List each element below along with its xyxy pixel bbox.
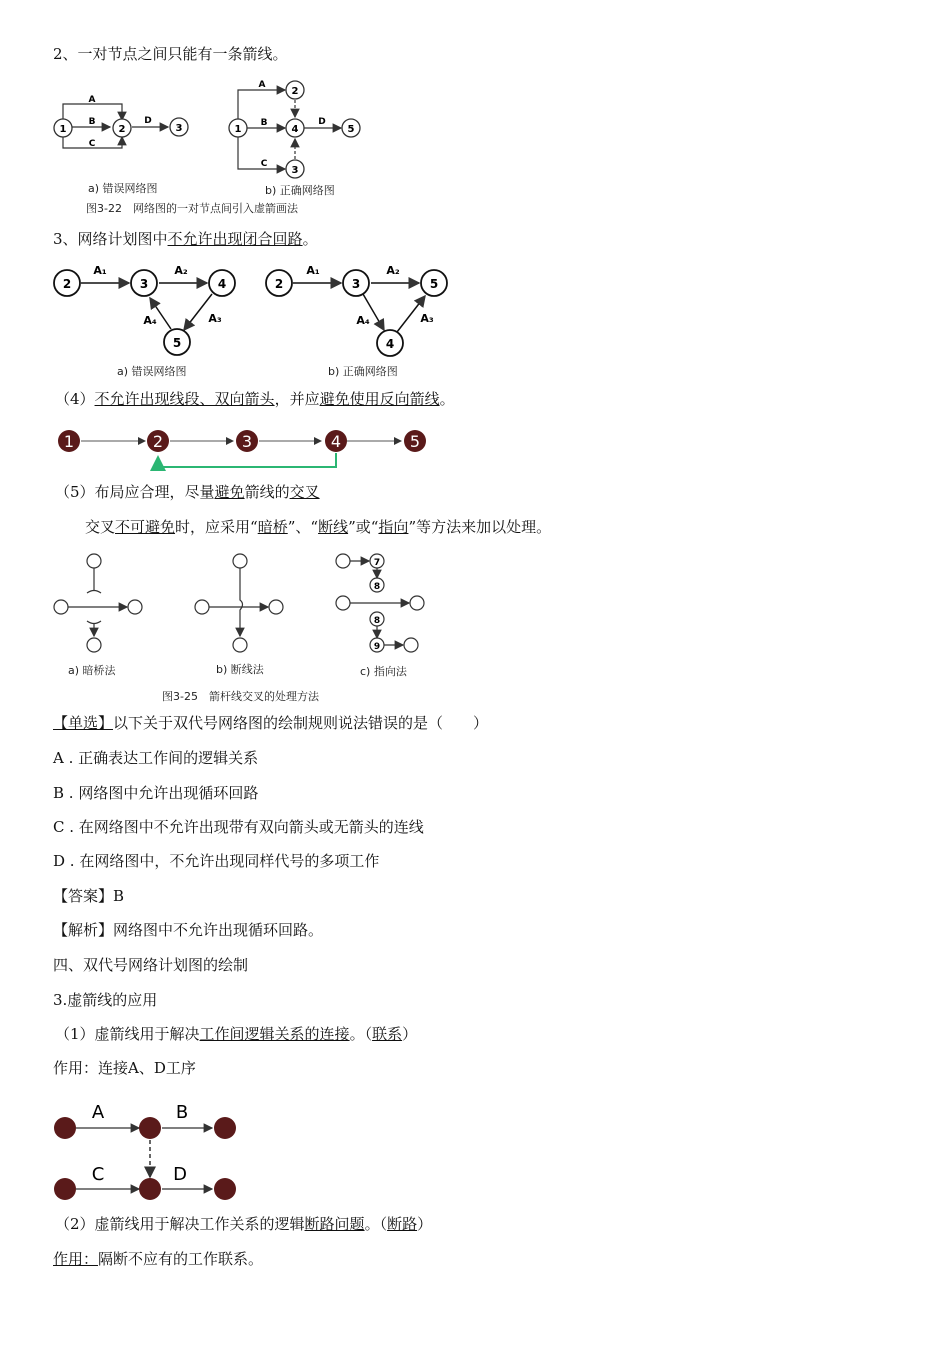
loop-caption-a: a) 错误网络图 bbox=[117, 365, 187, 378]
dummy-label-C: C bbox=[91, 1164, 105, 1185]
loop-a-node-3-label: 3 bbox=[139, 277, 149, 291]
fig322-caption: 图3-22 网络图的一对节点间引入虚箭画法 bbox=[86, 202, 298, 215]
chain-node-4-label: 4 bbox=[330, 432, 342, 451]
loop-b-label-A2: A₂ bbox=[386, 264, 400, 277]
fig325-caption: 图3-25 箭杆线交叉的处理方法 bbox=[162, 690, 319, 703]
option-a: A . 正确表达工作间的逻辑关系 bbox=[53, 749, 259, 767]
dummy-node-d-end bbox=[214, 1178, 236, 1200]
fig322-a-label-B: B bbox=[88, 117, 96, 127]
use-2: （2）虚箭线用于解决工作关系的逻辑断路问题。（断路） bbox=[55, 1215, 433, 1233]
question-stem: 【单选】以下关于双代号网络图的绘制规则说法错误的是（ ） bbox=[53, 714, 489, 732]
loop-a-label-A2: A₂ bbox=[174, 264, 188, 277]
rule-4-title: （4）不允许出现线段、双向箭头，并应避免使用反向箭线。 bbox=[55, 390, 455, 408]
loop-a-node-5-label: 5 bbox=[172, 336, 182, 350]
fig322-b-label-A: A bbox=[258, 80, 266, 90]
fig325-c-label-7: 7 bbox=[373, 558, 381, 568]
loop-a-label-A4: A₄ bbox=[143, 314, 157, 327]
fig322-b-node-3-label: 3 bbox=[291, 165, 299, 176]
figure-3-25 bbox=[50, 550, 450, 665]
loop-b-label-A4: A₄ bbox=[356, 314, 370, 327]
loop-b-label-A3: A₃ bbox=[420, 312, 434, 325]
fig322-b-diagram bbox=[229, 80, 360, 178]
fig322-a-label-A: A bbox=[88, 95, 96, 105]
loop-a-label-A1: A₁ bbox=[93, 264, 107, 277]
chain-node-5-label: 5 bbox=[409, 432, 421, 451]
option-d: D . 在网络图中，不允许出现同样代号的多项工作 bbox=[53, 852, 380, 870]
fig322-b-node-5-label: 5 bbox=[347, 124, 355, 135]
loop-b-node-3-label: 3 bbox=[351, 277, 361, 291]
analysis: 【解析】网络图中不允许出现循环回路。 bbox=[53, 921, 324, 939]
fig322-b-label-C: C bbox=[260, 159, 268, 169]
fig325-c-label-8a: 8 bbox=[373, 582, 381, 592]
dummy-node-a-start bbox=[54, 1117, 76, 1139]
option-c: C . 在网络图中不允许出现带有双向箭头或无箭头的连线 bbox=[53, 818, 424, 836]
dummy-label-B: B bbox=[175, 1102, 189, 1123]
fig322-a-label-D: D bbox=[144, 116, 152, 126]
option-b: B . 网络图中允许出现循环回路 bbox=[53, 784, 259, 802]
fig325-a-diagram bbox=[54, 554, 142, 652]
dummy-node-c-end bbox=[139, 1178, 161, 1200]
dummy-label-D: D bbox=[173, 1164, 187, 1185]
rule-5-title: （5）布局应合理，尽量避免箭线的交叉 bbox=[55, 483, 320, 501]
rule-3-title: 3、网络计划图中不允许出现闭合回路。 bbox=[53, 230, 318, 248]
fig322-a-label-C: C bbox=[88, 139, 96, 149]
dummy-label-A: A bbox=[91, 1102, 105, 1123]
fig325-caption-b: b) 断线法 bbox=[216, 663, 264, 676]
fig322-b-label-B: B bbox=[260, 118, 268, 128]
loop-b-node-4-label: 4 bbox=[385, 337, 395, 351]
fig322-a-diagram bbox=[54, 95, 188, 149]
chain-node-1-label: 1 bbox=[63, 432, 75, 451]
subsection-3-heading: 3.虚箭线的应用 bbox=[53, 991, 158, 1009]
rule-2-title: 2、一对节点之间只能有一条箭线。 bbox=[53, 45, 288, 63]
loop-b-label-A1: A₁ bbox=[306, 264, 320, 277]
loop-b-node-5-label: 5 bbox=[429, 277, 439, 291]
effect-1: 作用：连接A、D工序 bbox=[53, 1059, 196, 1077]
fig325-c-label-9: 9 bbox=[373, 642, 381, 652]
figure-chain bbox=[55, 427, 435, 477]
loop-caption-b: b) 正确网络图 bbox=[328, 365, 398, 378]
loop-a-node-2-label: 2 bbox=[62, 277, 72, 291]
chain-node-2-label: 2 bbox=[152, 432, 164, 451]
loop-b-diagram bbox=[266, 264, 447, 356]
section-4-heading: 四、双代号网络计划图的绘制 bbox=[53, 956, 249, 974]
fig325-b-diagram bbox=[195, 554, 283, 652]
fig322-b-node-4-label: 4 bbox=[291, 124, 299, 135]
figure-closed-loop bbox=[50, 264, 470, 364]
fig322-a-node-2-label: 2 bbox=[118, 124, 126, 135]
fig325-caption-c: c) 指向法 bbox=[360, 665, 407, 678]
fig322-a-node-3-label: 3 bbox=[175, 123, 183, 134]
fig325-c-label-8b: 8 bbox=[373, 616, 381, 626]
chain-node-3-label: 3 bbox=[241, 432, 253, 451]
rule-5-detail: 交叉不可避免时，应采用“暗桥”、“断线”或“指向”等方法来加以处理。 bbox=[85, 518, 552, 536]
use-1: （1）虚箭线用于解决工作间逻辑关系的连接。（联系） bbox=[55, 1025, 418, 1043]
loop-a-diagram bbox=[54, 264, 235, 355]
figure-dummy-arrow bbox=[52, 1097, 252, 1207]
fig322-caption-a: a) 错误网络图 bbox=[88, 182, 158, 195]
dummy-node-a-end bbox=[139, 1117, 161, 1139]
loop-b-node-2-label: 2 bbox=[274, 277, 284, 291]
answer: 【答案】B bbox=[53, 887, 125, 905]
fig325-caption-a: a) 暗桥法 bbox=[68, 664, 116, 677]
fig322-b-node-2-label: 2 bbox=[291, 86, 299, 97]
figure-3-22 bbox=[50, 76, 380, 196]
fig322-b-label-D: D bbox=[318, 117, 326, 127]
fig322-a-node-1-label: 1 bbox=[59, 124, 67, 135]
loop-a-node-4-label: 4 bbox=[217, 277, 227, 291]
fig322-caption-b: b) 正确网络图 bbox=[265, 184, 335, 197]
fig325-c-diagram bbox=[336, 554, 424, 652]
dummy-node-b-end bbox=[214, 1117, 236, 1139]
dummy-node-c-start bbox=[54, 1178, 76, 1200]
effect-2: 作用：隔断不应有的工作联系。 bbox=[53, 1250, 264, 1268]
loop-a-label-A3: A₃ bbox=[208, 312, 222, 325]
fig322-b-node-1-label: 1 bbox=[234, 124, 242, 135]
